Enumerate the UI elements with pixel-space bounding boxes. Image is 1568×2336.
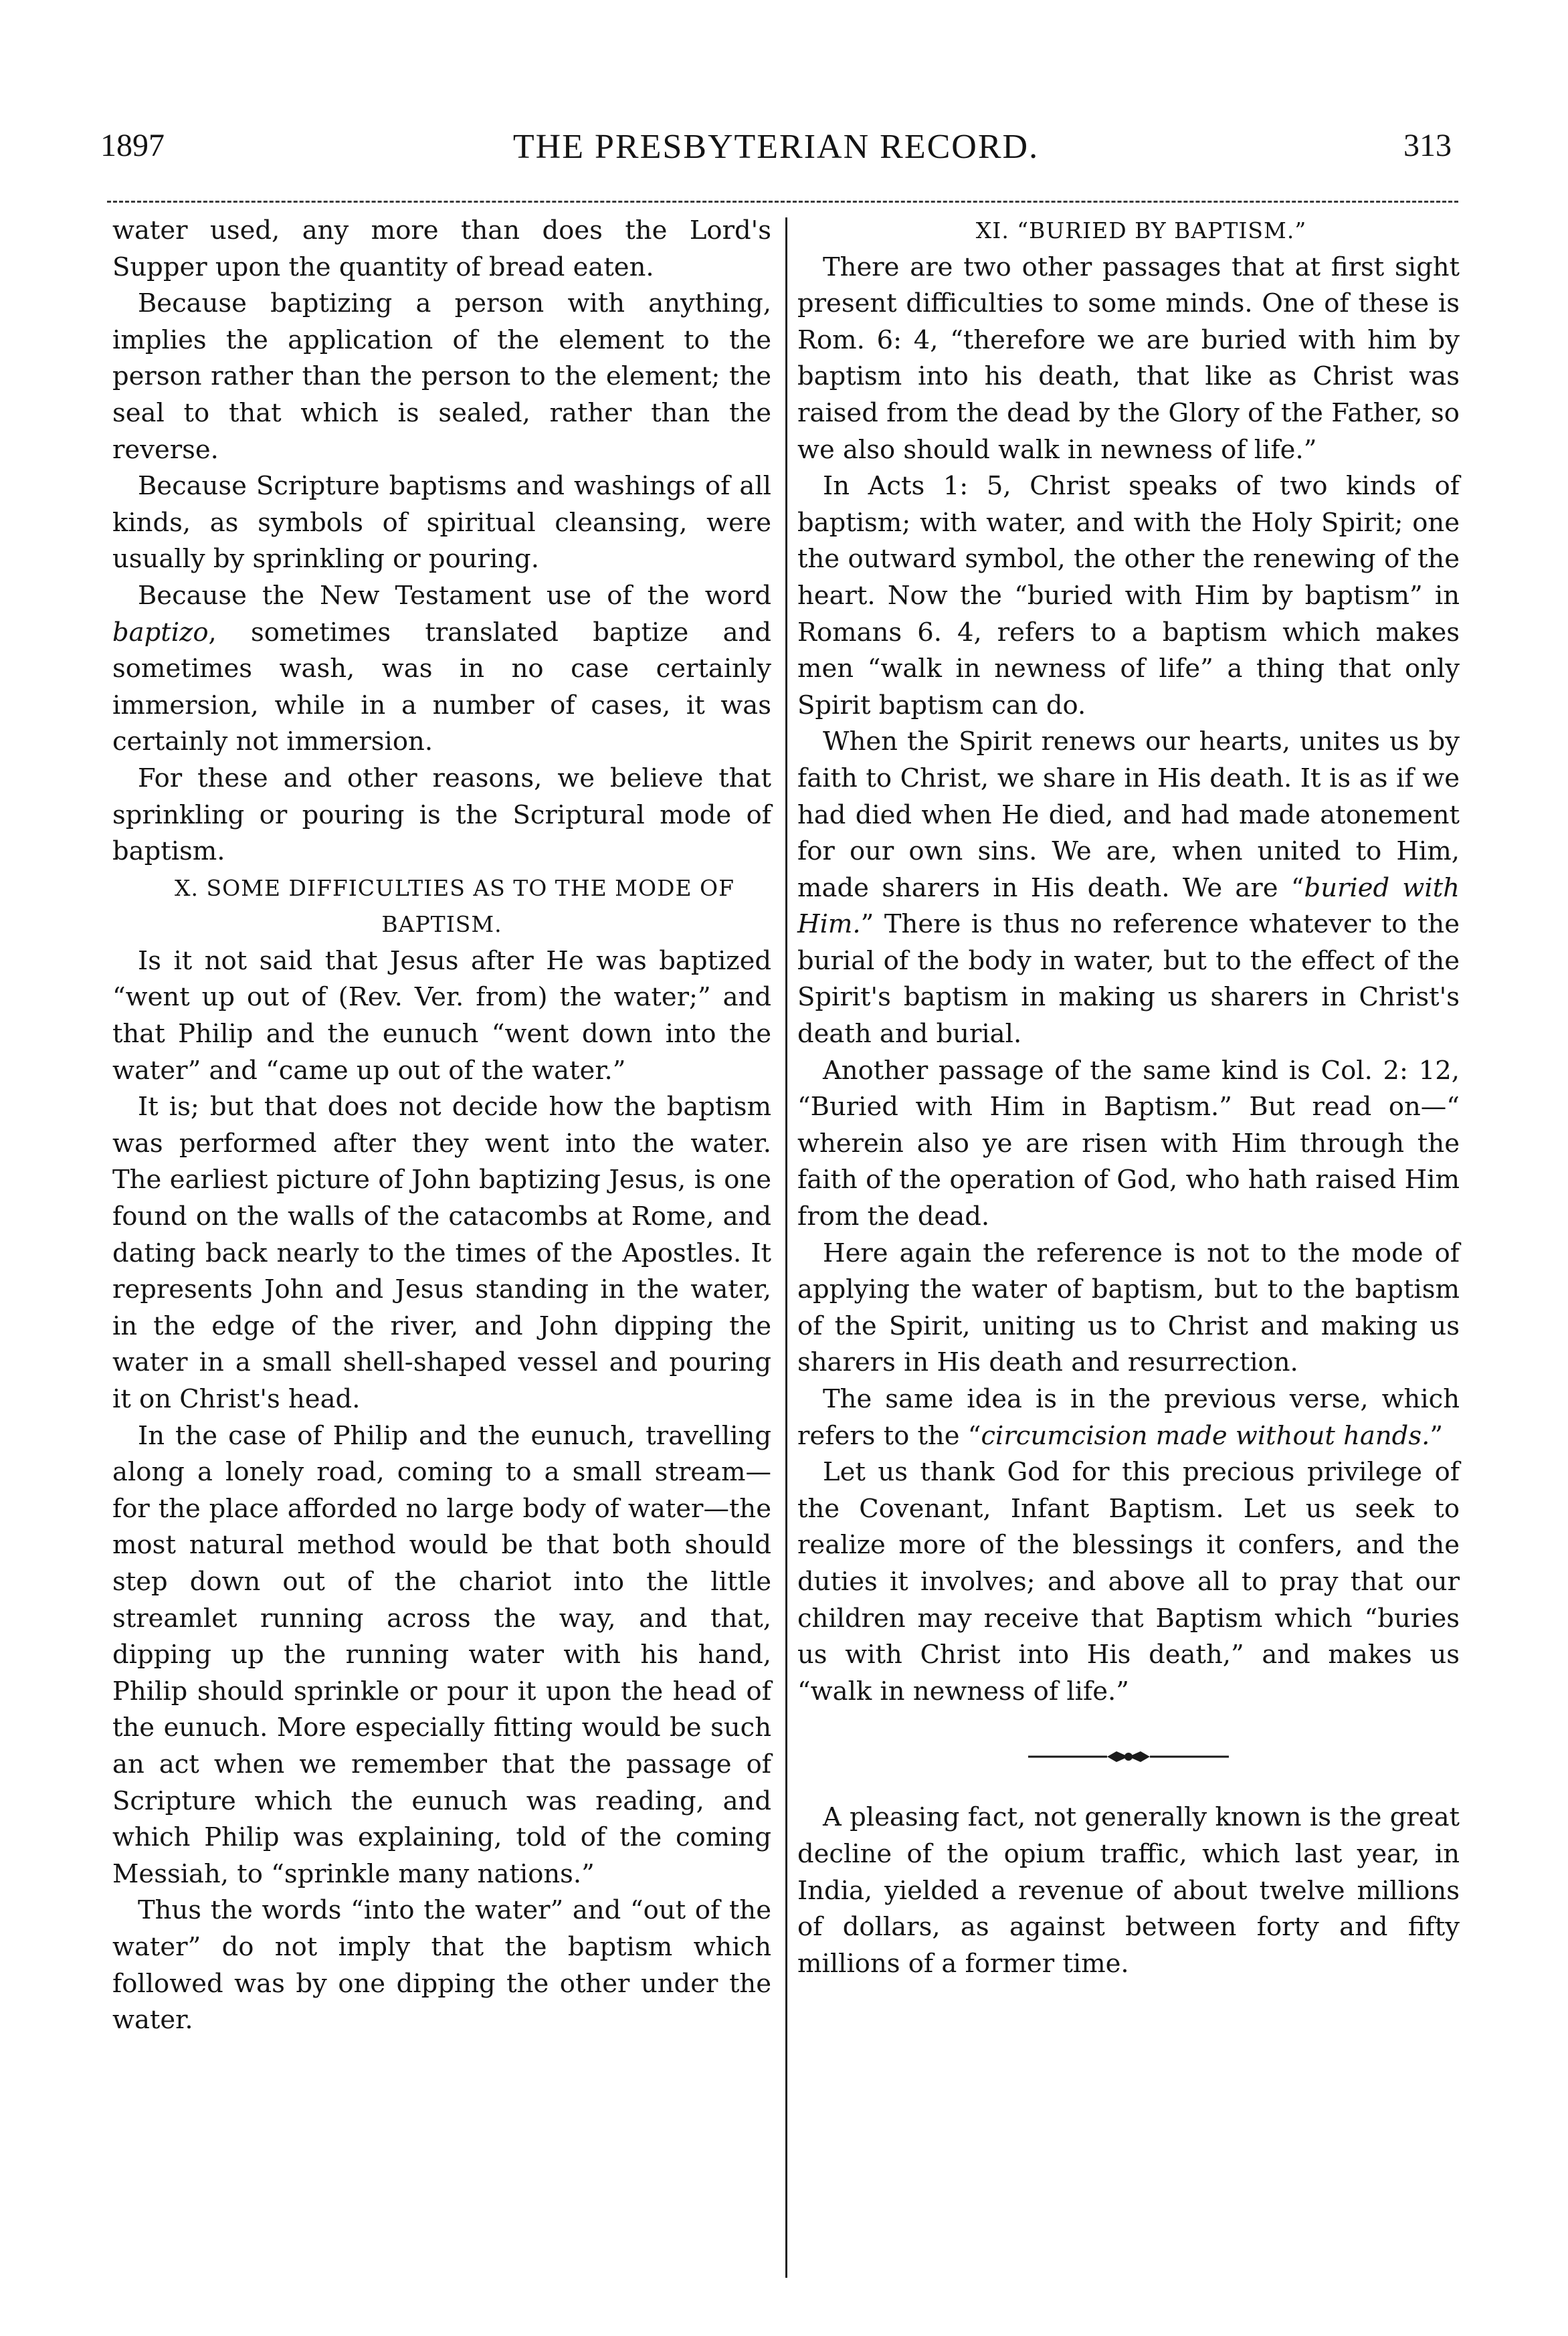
paragraph xyxy=(112,578,771,761)
paragraph: A pleasing fact, not generally known is the great decline of the opium traffic, which last year, in India, yielded a revenue of about twelve millions of dollars, as against between forty and fifty millions of a former time. xyxy=(797,1802,1460,1979)
paragraph xyxy=(797,724,1460,1052)
paragraph: There are two other passages that at first sight present difficulties to some minds. One of these is Rom. 6: 4, “therefore we are buried with him by baptism into his death, that like as Christ was raised from the dead by the Glory of the Father, so we also should walk in newness of life.” xyxy=(797,252,1460,465)
paragraph: water used, any more than does the Lord's Supper upon the quantity of bread eaten. xyxy=(112,215,771,282)
page-header xyxy=(100,127,1452,174)
paragraph-text: , sometimes translated baptize and sometimes wash, was in no case certainly immersion, while in a number of cases, it was certainly not immersion. xyxy=(112,617,771,757)
left-column xyxy=(112,213,771,2039)
ornamental-divider xyxy=(797,1747,1460,1766)
section-heading: X. SOME DIFFICULTIES AS TO THE MODE OF BAPTISM. xyxy=(174,874,735,938)
paragraph: In Acts 1: 5, Christ speaks of two kinds of baptism; with water, and with the Holy Spirit; one the outward symbol, the other the renewing of the heart. Now the “buried with Him by baptism” in Romans 6. 4, refers to a baptism which makes men “walk in newness of life” a thing that only Spirit baptism can do. xyxy=(797,471,1460,720)
paragraph-text: ” There is thus no reference whatever to the burial of the body in water, but to the effect of the Spirit's baptism in making us sharers in Christ's death and burial. xyxy=(797,909,1460,1050)
paragraph: Because Scripture baptisms and washings of all kinds, as symbols of spiritual cleansing, were usually by sprinkling or pouring. xyxy=(112,471,771,575)
ornament-icon xyxy=(1028,1747,1229,1766)
paragraph: Let us thank God for this precious privilege of the Covenant, Infant Baptism. Let us seek to realize more of the blessings it confers, and the duties it involves; and above all to pray that our children may receive that Baptism which “buries us with Christ into His death,” and makes us “walk in newness of life.” xyxy=(797,1457,1460,1707)
paragraph: In the case of Philip and the eunuch, travelling along a lonely road, coming to a small stream—for the place afforded no large body of water—the most natural method would be that both should step down out of the chariot into the little streamlet running across the way, and that, dipping up the running water with his hand, Philip should sprinkle or pour it upon the head of the eunuch. More especially fitting would be such an act when we remember that the passage of Scripture which the eunuch was reading, and which Philip was explaining, told of the coming Messiah, to “sprinkle many nations.” xyxy=(112,1420,771,1889)
paragraph-text: Because the New Testament use of the word xyxy=(138,580,771,611)
section-heading: XI. “BURIED BY BAPTISM.” xyxy=(975,217,1307,244)
header-rule xyxy=(107,201,1458,203)
paragraph-text: ” xyxy=(1430,1420,1444,1451)
publication-title: THE PRESBYTERIAN RECORD. xyxy=(512,128,1040,166)
paragraph-text: The same idea is in the previous verse, which refers to the “ xyxy=(797,1384,1460,1451)
paragraph: Is it not said that Jesus after He was baptized “went up out of (Rev. Ver. from) the water;” and that Philip and the eunuch “went down into the water” and “came up out of the water.” xyxy=(112,945,771,1086)
paragraph: For these and other reasons, we believe that sprinkling or pouring is the Scriptural mode of baptism. xyxy=(112,763,771,867)
emphasized-phrase: buried with Him. xyxy=(797,872,1460,940)
paragraph: Here again the reference is not to the mode of applying the water of baptism, but to the baptism of the Spirit, uniting us to Christ and making us sharers in His death and resurrection. xyxy=(797,1238,1460,1378)
paragraph: Thus the words “into the water” and “out of the water” do not imply that the baptism which followed was by one dipping the other under the water. xyxy=(112,1895,771,2036)
paragraph xyxy=(797,1381,1460,1454)
column-divider xyxy=(785,217,787,2278)
page-year: 1897 xyxy=(100,128,165,163)
emphasized-word: baptizo xyxy=(112,617,209,648)
paragraph: Because baptizing a person with anything, implies the application of the element to the person rather than the person to the element; the seal to that which is sealed, rather than the reverse. xyxy=(112,288,771,465)
paragraph: It is; but that does not decide how the baptism was performed after they went into the water. The earliest picture of John baptizing Jesus, is one found on the walls of the catacombs at Rome, and dating back nearly to the times of the Apostles. It represents John and Jesus standing in the water, in the edge of the river, and John dipping the water in a small shell-shaped vessel and pouring it on Christ's head. xyxy=(112,1092,771,1414)
paragraph-text: When the Spirit renews our hearts, unites us by faith to Christ, we share in His death. It is as if we had died when He died, and had made atonement for our own sins. We are, when united to Him, made sharers in His death. We are “ xyxy=(797,726,1460,903)
paragraph: Another passage of the same kind is Col. 2: 12, “Buried with Him in Baptism.” But read on—“ wherein also ye are risen with Him through the faith of the operation of God, who hath raised Him from the dead. xyxy=(797,1055,1460,1232)
page-number: 313 xyxy=(1403,128,1452,163)
emphasized-phrase: circumcision made without hands. xyxy=(981,1420,1430,1451)
right-column xyxy=(797,213,1460,1982)
